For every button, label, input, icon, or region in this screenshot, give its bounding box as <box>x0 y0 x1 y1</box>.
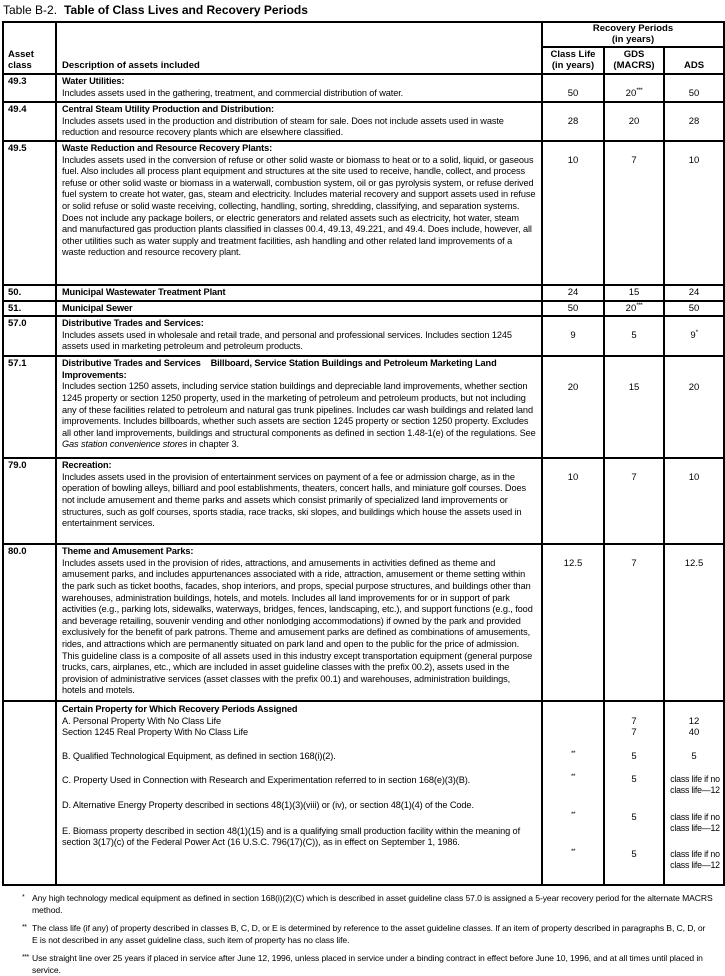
row-title: Theme and Amusement Parks: <box>62 546 194 557</box>
description-cell <box>56 301 542 317</box>
description-cell <box>56 544 542 701</box>
row-title: Water Utilities: <box>62 76 125 86</box>
class-life-header-line1: Class Life <box>550 49 596 60</box>
italic-reference: Gas station convenience stores <box>62 439 188 450</box>
description-cell <box>56 74 542 102</box>
asset-class-cell: 49.4 <box>3 102 56 141</box>
row-text: Includes section 1250 assets, including service station buildings and depreciable land improvements, whether section 1245 property or section 1250 property, used in the marketing of petroleum and petroleum products, but not including any of these facilities related to petroleum and natural gas trunk pipelines. Includes car wash buildings and related land improvements. Includes billboards, whether such assets are section 1245 property or section 1250 property. Excludes all other land improvements, buildings and structural components as defined in section 1.48-1(e) of the regulations. See Gas station convenience stores in chapter 3. <box>62 381 536 450</box>
footnote <box>10 923 717 946</box>
class-life-cell: 20 <box>542 356 604 458</box>
ads-cell: 28 <box>664 102 724 141</box>
ads-cell: 50 <box>664 301 724 317</box>
footnote-text: Use straight line over 25 years if placed in service after June 12, 1996, unless placed in service under a binding contract in effect before June 10, 1996, and at all times until placed in service. <box>32 953 703 975</box>
ads-cell: 10 <box>664 141 724 285</box>
description-cell <box>56 316 542 356</box>
row-text: Includes assets used in the provision of rides, attractions, and amusements in activities defined as theme and amusement parks, and includes appurtenances associated with a ride, attraction, amusement or theme setting within the park such as ticket booths, facades, shop interiors, and props, special purpose structures, and buildings other than warehouses, administration buildings, hotels, and motels. Includes all land improvements for or in support of park activities (e.g., parking lots, sidewalks, waterways, bridges, fences, landscaping, etc.), and support functions (e.g., food and beverage retailing, souvenir vending and other nonlodging accommodations) if owned by the park and provided exclusively for the benefit of park patrons. Theme and amusement parks are defined as combinations of amusements, rides, and attractions which are permanently situated on park land and open to the public for the price of admission. This guideline class is a composite of all assets used in this industry except transportation equipment (general purpose trucks, cars, airplanes, etc., which are included in asset guideline classes with the prefix 00.2), assets used in the provision of administrative services (asset classes with the prefix 00.1) and warehouses, administration buildings, hotels and motels. <box>62 557 533 696</box>
footnote-marker: * <box>695 329 698 337</box>
footnote-marker: * <box>22 894 25 902</box>
class-life-header-line2: (in years) <box>551 59 595 71</box>
table-number: Table B-2. <box>3 3 58 17</box>
row-text: Includes assets used in wholesale and retail trade, and personal and professional services. Includes section 1245 assets used in marketing petroleum and petroleum products. <box>62 329 512 352</box>
description-cell <box>56 285 542 301</box>
class-life-cell: 50 <box>542 74 604 102</box>
table-row <box>3 74 724 102</box>
description-cell <box>56 102 542 141</box>
row-text: Includes assets used in the production and distribution of steam for sale. Does not include assets used in waste reduction and resource recovery plants which are elsewhere classified. <box>62 115 504 138</box>
gds-cell: 7 7 5 5 5 5 <box>604 701 664 885</box>
asset-class-cell: 50. <box>3 285 56 301</box>
row-title: Central Steam Utility Production and Distribution: <box>62 104 274 114</box>
asset-class-cell <box>3 701 56 885</box>
gds-cell: 20*** <box>604 74 664 102</box>
table-row <box>3 316 724 356</box>
footnote-marker: *** <box>22 954 29 962</box>
class-life-cell: 12.5 <box>542 544 604 701</box>
asset-class-cell: 49.5 <box>3 141 56 285</box>
row-text: Includes assets used in the gathering, treatment, and commercial distribution of water. <box>62 87 404 98</box>
gds-cell: 15 <box>604 356 664 458</box>
asset-class-cell: 57.1 <box>3 356 56 458</box>
footnote-text: The class life (if any) of property described in classes B, C, D, or E is determined by reference to the asset guideline classes. If an item of property described in paragraphs B, C, D, or E is not described in any asset guideline class, such item of property has no class life. <box>32 923 706 945</box>
row-title: Municipal Wastewater Treatment Plant <box>62 287 226 297</box>
certain-property-line-a1: A. Personal Property With No Class Life <box>62 715 221 726</box>
table-row <box>3 285 724 301</box>
table-row-certain-property <box>3 701 724 885</box>
description-cell <box>56 356 542 458</box>
asset-class-header-line2: class <box>8 59 32 71</box>
footnote-marker: ** <box>22 924 27 932</box>
column-header-gds <box>604 47 664 74</box>
description-cell <box>56 141 542 285</box>
certain-property-item-b: B. Qualified Technological Equipment, as defined in section 168(i)(2). <box>62 750 336 761</box>
footnote-marker: ** <box>570 773 576 781</box>
certain-property-item-d: D. Alternative Energy Property described in sections 48(1)(3)(viii) or (iv), or section 48(1)(4) of the Code. <box>62 800 474 811</box>
certain-property-line-a2: Section 1245 Real Property With No Class Life <box>62 727 248 738</box>
column-header-recovery-periods <box>542 22 724 47</box>
column-header-description: Description of assets included <box>56 22 542 74</box>
row-title: Municipal Sewer <box>62 302 133 313</box>
ads-cell: 12 40 5 class life if no class life—12 class life if no class life—12 class life if no class life—12 <box>664 701 724 885</box>
table-row <box>3 301 724 317</box>
column-header-ads: ADS <box>664 47 724 74</box>
class-life-cell: 10 <box>542 141 604 285</box>
class-lives-table <box>2 21 725 886</box>
certain-property-item-e: E. Biomass property described in section 48(1)(15) and is a qualifying small production facility within the meaning of section 3(17)(c) of the Federal Power Act (16 U.S.C. 796(17)(C)), as in effect on September 1, 1986. <box>62 825 521 848</box>
table-row <box>3 458 724 544</box>
asset-class-cell: 79.0 <box>3 458 56 544</box>
footnote <box>10 953 717 976</box>
asset-class-cell: 49.3 <box>3 74 56 102</box>
ads-cell: 50 <box>664 74 724 102</box>
gds-cell: 15 <box>604 285 664 301</box>
gds-cell: 20 <box>604 102 664 141</box>
footnotes-section <box>2 886 723 976</box>
column-header-class-life <box>542 47 604 74</box>
gds-header-line1: GDS <box>623 49 645 60</box>
ads-cell: 20 <box>664 356 724 458</box>
gds-cell: 7 <box>604 544 664 701</box>
gds-cell: 7 <box>604 141 664 285</box>
class-life-cell: 9 <box>542 316 604 356</box>
row-title: Distributive Trades and Services Billboard, Service Station Buildings and Petroleum Marketing Land Improvements: <box>62 358 500 380</box>
ads-cell: 9* <box>664 316 724 356</box>
class-life-cell: 10 <box>542 458 604 544</box>
footnote-marker: ** <box>570 848 576 856</box>
table-row <box>3 141 724 285</box>
footnote-marker: *** <box>636 86 643 94</box>
ads-cell: 10 <box>664 458 724 544</box>
row-title: Waste Reduction and Resource Recovery Plants: <box>62 143 273 153</box>
footnote-marker: ** <box>570 750 576 758</box>
class-life-cell: 28 <box>542 102 604 141</box>
gds-header-line2: (MACRS) <box>613 59 655 71</box>
row-text: Includes assets used in the provision of entertainment services on payment of a fee or admission charge, as in the operation of bowling alleys, billiard and pool establishments, theaters, concert halls, and miniature golf courses. Does not include amusement and theme parks and assets which consist primarily of specialized land improvements or structures, such as golf courses, sports stadia, race tracks, ski slopes, and buildings which house the assets used in entertainment services. <box>62 471 526 529</box>
class-life-cell: 50 <box>542 301 604 317</box>
gds-cell: 20*** <box>604 301 664 317</box>
ads-cell: 24 <box>664 285 724 301</box>
certain-property-item-c: C. Property Used in Connection with Research and Experimentation referred to in section 168(e)(3)(B). <box>62 774 471 785</box>
table-row <box>3 544 724 701</box>
table-title: Table of Class Lives and Recovery Periods <box>64 3 308 17</box>
asset-class-cell: 51. <box>3 301 56 317</box>
recovery-periods-line2: (in years) <box>611 33 655 45</box>
table-row <box>3 102 724 141</box>
asset-class-header-line1: Asset <box>8 49 34 60</box>
footnote-marker: ** <box>570 811 576 819</box>
class-life-cell: 24 <box>542 285 604 301</box>
asset-class-cell: 80.0 <box>3 544 56 701</box>
description-cell <box>56 458 542 544</box>
ads-cell: 12.5 <box>664 544 724 701</box>
table-row <box>3 356 724 458</box>
class-life-cell <box>542 701 604 885</box>
certain-property-heading: Certain Property for Which Recovery Periods Assigned <box>62 704 298 715</box>
gds-cell: 7 <box>604 458 664 544</box>
recovery-periods-line1: Recovery Periods <box>592 23 674 34</box>
row-text: Includes assets used in the conversion of refuse or other solid waste or biomass to heat or to a solid, liquid, or gaseous fuel. Also includes all process plant equipment and structures at the site used to receive, handle, collect, and process refuse or other solid waste or biomass in a waterwall, combustion system, oil or gas pyrolysis system, or refuse derived fuel system to create hot water, gas, steam and electricity. Includes material recovery and support assets used in refuse or solid refuse or solid waste receiving, collecting, handling, sorting, shredding, classifying, and separation systems. Does not include any package boilers, or electric generators and related assets such as electricity, hot water, steam and manufactured gas production plants classified in classes 00.4, 49.13, 49.221, and 49.4. Does include, however, all other utilities such as water supply and treatment facilities, ash handling and other related land improvements of a waste reduction and resource recovery plant. <box>62 154 536 258</box>
page-title <box>3 3 723 17</box>
footnote-text: Any high technology medical equipment as defined in section 168(i)(2)(C) which is described in asset guideline class 57.0 is assigned a 5-year recovery period for the alternate MACRS method. <box>32 893 713 915</box>
column-header-asset-class <box>3 22 56 74</box>
asset-class-cell: 57.0 <box>3 316 56 356</box>
row-title: Recreation: <box>62 460 112 471</box>
footnote <box>10 893 717 916</box>
gds-cell: 5 <box>604 316 664 356</box>
footnote-marker: *** <box>636 301 643 309</box>
row-title: Distributive Trades and Services: <box>62 318 204 329</box>
description-cell <box>56 701 542 885</box>
